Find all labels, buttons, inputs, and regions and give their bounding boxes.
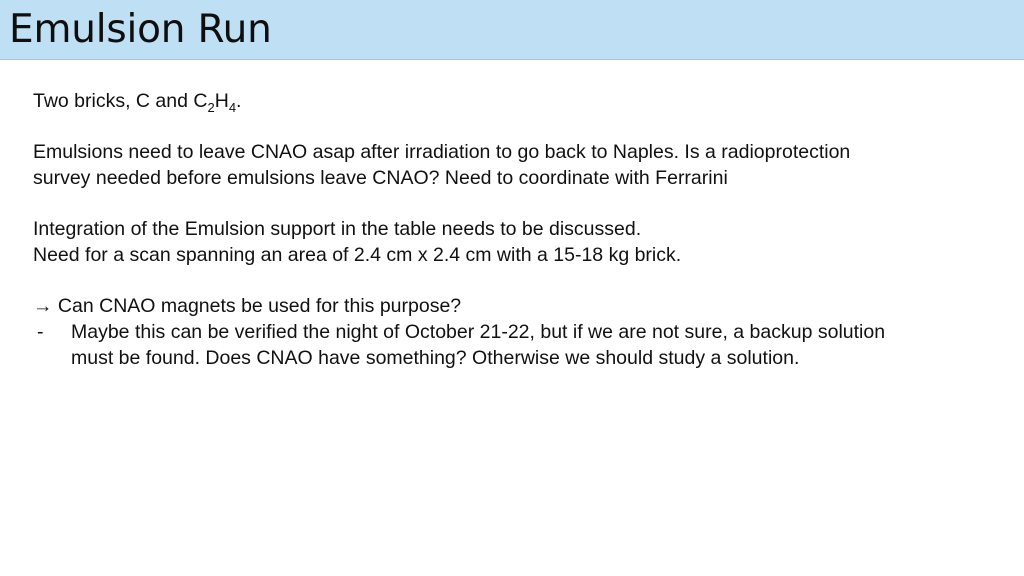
paragraph-magnets	[33, 293, 993, 371]
paragraph-emulsions-line-2: survey needed before emulsions leave CNAO? Need to coordinate with Ferrarini	[33, 167, 728, 189]
paragraph-emulsions-line-1: Emulsions need to leave CNAO asap after irradiation to go back to Naples. Is a radioprotection	[33, 141, 851, 163]
paragraph-integration	[33, 216, 993, 268]
title-bar	[0, 0, 1024, 60]
slide-title: Emulsion Run	[9, 7, 272, 52]
paragraph-integration-line-2: Need for a scan spanning an area of 2.4 cm x 2.4 cm with a 15-18 kg brick.	[33, 244, 682, 266]
magnets-question: → Can CNAO magnets be used for this purpose?	[33, 295, 462, 317]
paragraph-integration-line-1: Integration of the Emulsion support in the table needs to be discussed.	[33, 218, 642, 240]
subscript-2: 2	[207, 100, 215, 115]
paragraph-bricks-prefix: Two bricks, C and C	[33, 90, 208, 112]
slide-body	[33, 88, 993, 371]
subscript-4: 4	[228, 100, 237, 115]
paragraph-bricks-suffix: .	[236, 90, 242, 112]
bullet-item	[37, 319, 993, 371]
bullet-line-2: must be found. Does CNAO have something? Otherwise we should study a solution.	[71, 347, 800, 369]
bullet-marker: -	[37, 321, 44, 343]
paragraph-bricks	[33, 88, 993, 114]
paragraph-bricks-mid: H	[214, 90, 229, 112]
paragraph-emulsions	[33, 139, 993, 191]
bullet-line-1: Maybe this can be verified the night of October 21-22, but if we are not sure, a backup solution	[71, 321, 886, 343]
bullet-text	[71, 319, 971, 371]
